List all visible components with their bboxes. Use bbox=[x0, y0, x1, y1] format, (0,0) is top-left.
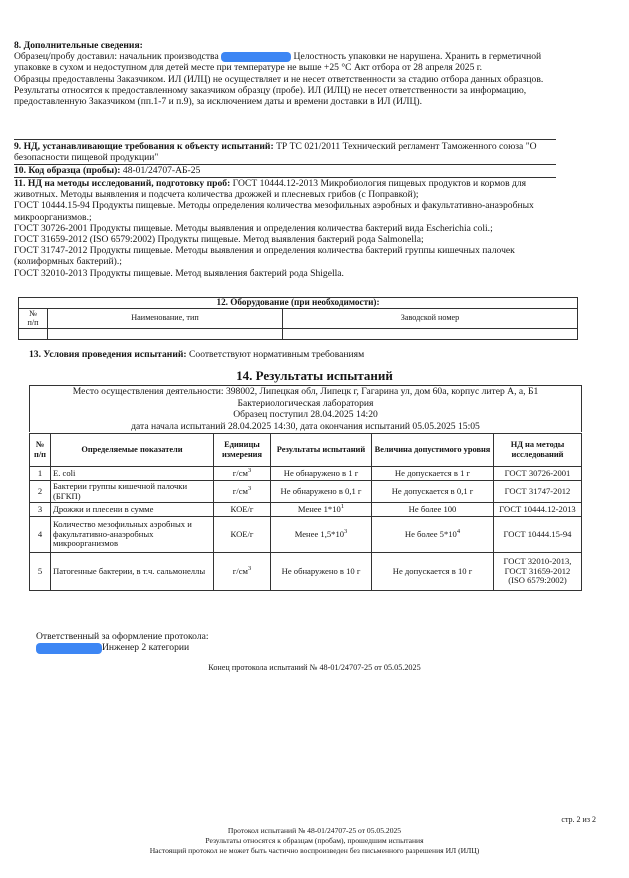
row-num: 1 bbox=[30, 467, 51, 481]
col-num: № п/п bbox=[30, 434, 51, 467]
section-11 bbox=[14, 178, 556, 279]
footer-protocol: Протокол испытаний № 48-01/24707-25 от 05.05.2025 bbox=[227, 826, 402, 835]
method-gost-31659: ГОСТ 31659-2012 (ISO 6579:2002) Продукты пищевые. Метод выявления бактерий рода Salmonella; bbox=[14, 234, 424, 246]
section-12-heading: 12. Оборудование (при необходимости): bbox=[19, 298, 578, 309]
row-allowed: Не допускается в 10 г bbox=[372, 553, 494, 591]
results-table bbox=[29, 433, 582, 591]
method-gost-10444-12: ГОСТ 10444.12-2013 Микробиология пищевых продуктов и кормов для животных. Методы выявления и подсчета количества дрожжей и плесневых грибов (с Поправкой); bbox=[14, 178, 527, 201]
method-gost-30726: ГОСТ 30726-2001 Продукты пищевые. Методы выявления и определения количества бактерий вида Escherichia coli.; bbox=[14, 222, 493, 234]
result-row bbox=[30, 517, 582, 553]
section-13 bbox=[29, 349, 569, 360]
equipment-cell bbox=[19, 328, 48, 339]
sample-code: 48-01/24707-АБ-25 bbox=[122, 165, 201, 176]
section-10-heading: 10. Код образца (пробы): bbox=[14, 165, 121, 176]
row-num: 3 bbox=[30, 503, 51, 517]
row-parameter: E. coli bbox=[51, 467, 214, 481]
redacted-name bbox=[221, 52, 291, 62]
row-unit-exponent: 3 bbox=[247, 484, 252, 492]
row-allowed: Не допускается в 0,1 г bbox=[372, 481, 494, 503]
results-body bbox=[30, 467, 582, 591]
signer-role: Инженер 2 категории bbox=[102, 642, 190, 654]
result-row bbox=[30, 467, 582, 481]
col-result: Результаты испытаний bbox=[271, 434, 372, 467]
row-result: Менее $1,5*10^3$ bbox=[271, 517, 372, 553]
row-allowed: Не более $5*10^4$ bbox=[372, 517, 494, 553]
redacted-signer bbox=[36, 643, 102, 654]
section-8-text bbox=[14, 51, 556, 73]
divider bbox=[14, 139, 556, 140]
footer-results-note: Результаты относятся к образцам (пробам), прошедшим испытания bbox=[205, 836, 424, 845]
row-unit: $г/см^3$ bbox=[214, 553, 271, 591]
row-method: ГОСТ 30726-2001 bbox=[494, 467, 582, 481]
row-parameter: Дрожжи и плесени в сумме bbox=[51, 503, 214, 517]
row-unit: $г/см^3$ bbox=[214, 467, 271, 481]
row-unit: КОЕ/г bbox=[214, 517, 271, 553]
row-result-exponent: 1 bbox=[340, 502, 345, 510]
section-9 bbox=[14, 141, 556, 163]
equipment-cell bbox=[48, 328, 283, 339]
result-row bbox=[30, 503, 582, 517]
row-allowed-exponent: 4 bbox=[456, 527, 461, 535]
equipment-col-name: Наименование, тип bbox=[48, 308, 283, 328]
row-method: ГОСТ 10444.15-94 bbox=[494, 517, 582, 553]
equipment-table bbox=[18, 297, 578, 340]
lab-name: Бактериологическая лаборатория bbox=[237, 397, 374, 409]
row-parameter: Бактерии группы кишечной палочки (БГКП) bbox=[51, 481, 214, 503]
row-unit: $г/см^3$ bbox=[214, 481, 271, 503]
col-parameter: Определяемые показатели bbox=[51, 434, 214, 467]
row-num: 2 bbox=[30, 481, 51, 503]
method-gost-10444-15: ГОСТ 10444.15-94 Продукты пищевые. Методы определения количества мезофильных аэробных и факультативно-анаэробных микроорганизмов.; bbox=[14, 200, 534, 223]
footer bbox=[0, 826, 629, 856]
footer-copy-note: Настоящий протокол не может быть частично воспроизведен без письменного разрешения ИЛ (ИЛЦ) bbox=[149, 846, 480, 855]
method-gost-32010: ГОСТ 32010-2013 Продукты пищевые. Метод выявления бактерий рода Shigella. bbox=[14, 267, 344, 279]
section-9-heading: 9. НД, устанавливающие требования к объекту испытаний: bbox=[14, 141, 274, 152]
row-parameter: Количество мезофильных аэробных и факультативно-анаэробных микроорганизмов bbox=[51, 517, 214, 553]
end-note: Конец протокола испытаний № 48-01/24707-25 от 05.05.2025 bbox=[208, 663, 421, 672]
activity-place: Место осуществления деятельности: 398002, Липецкая обл, Липецк г, Гагарина ул, дом 60а, корпус литер А, а, Б1 bbox=[72, 386, 539, 397]
col-method: НД на методы исследований bbox=[494, 434, 582, 467]
row-unit-exponent: 3 bbox=[247, 466, 252, 474]
results-title: 14. Результаты испытаний bbox=[236, 368, 393, 383]
section-8-disclaimer: Образцы предоставлены Заказчиком. ИЛ (ИЛЦ) не осуществляет и не несет ответственности за стадию отбора данных образцов. Результаты относятся к предоставленному заказчиком образцу (пробе). ИЛ (ИЛЦ) не несет ответственности за информацию, предоставленную Заказчиком (пп.1-7 и п.9), за исключением даты и времени доставки в ИЛ (ИЛЦ). bbox=[14, 73, 544, 108]
results-info bbox=[29, 385, 582, 432]
equipment-col-num: № п/п bbox=[19, 308, 48, 328]
section-8-delivered: Образец/пробу доставил: начальник производства bbox=[14, 51, 219, 63]
signature-line bbox=[36, 642, 436, 653]
section-10 bbox=[14, 165, 556, 176]
page-number: стр. 2 из 2 bbox=[561, 815, 596, 824]
row-method: ГОСТ 31747-2012 bbox=[494, 481, 582, 503]
row-unit: КОЕ/г bbox=[214, 503, 271, 517]
row-method: ГОСТ 10444.12-2013 bbox=[494, 503, 582, 517]
row-num: 4 bbox=[30, 517, 51, 553]
row-num: 5 bbox=[30, 553, 51, 591]
row-allowed: Не более 100 bbox=[372, 503, 494, 517]
row-result: Не обнаружено в 1 г bbox=[271, 467, 372, 481]
equipment-cell bbox=[283, 328, 578, 339]
equipment-col-serial: Заводской номер bbox=[283, 308, 578, 328]
row-result-exponent: 3 bbox=[344, 527, 348, 535]
col-allowed: Величина допустимого уровня bbox=[372, 434, 494, 467]
sample-received: Образец поступил 28.04.2025 14:20 bbox=[233, 409, 378, 420]
test-conditions: Соответствуют нормативным требованиям bbox=[189, 349, 365, 360]
col-unit: Единицы измерения bbox=[214, 434, 271, 467]
method-gost-31747: ГОСТ 31747-2012 Продукты пищевые. Методы выявления и определения количества бактерий группы кишечных палочек (колиформных бактерий).; bbox=[14, 245, 515, 268]
signature-label: Ответственный за оформление протокола: bbox=[36, 631, 209, 642]
section-8-heading: 8. Дополнительные сведения: bbox=[14, 40, 143, 51]
test-dates: дата начала испытаний 28.04.2025 14:30, дата окончания испытаний 05.05.2025 15:05 bbox=[131, 420, 480, 432]
signature-block bbox=[36, 631, 436, 654]
results-table-wrap bbox=[29, 433, 582, 591]
result-row bbox=[30, 481, 582, 503]
section-8-storage: Целостность упаковки не нарушена. Хранить в герметичной упаковке в сухом и недоступном для детей месте при температуре не выше +25 °С Акт отбора от 28 апреля 2025 г. bbox=[14, 51, 542, 74]
row-result: Не обнаружено в 10 г bbox=[271, 553, 372, 591]
section-9-text: ТР ТС 021/2011 Технический регламент Таможенного союза "О безопасности пищевой продукции" bbox=[14, 141, 537, 164]
section-11-heading: 11. НД на методы исследований, подготовку проб: bbox=[14, 178, 231, 189]
section-13-heading: 13. Условия проведения испытаний: bbox=[29, 349, 187, 360]
row-result: Не обнаружено в 0,1 г bbox=[271, 481, 372, 503]
section-8 bbox=[14, 40, 556, 107]
section-12 bbox=[18, 297, 578, 340]
row-parameter: Патогенные бактерии, в т.ч. сальмонеллы bbox=[51, 553, 214, 591]
row-unit-exponent: 3 bbox=[247, 564, 252, 572]
row-method: ГОСТ 32010-2013, ГОСТ 31659-2012 (ISO 6579:2002) bbox=[494, 553, 582, 591]
row-result: Менее $1*10^1$ bbox=[271, 503, 372, 517]
row-allowed: Не допускается в 1 г bbox=[372, 467, 494, 481]
result-row bbox=[30, 553, 582, 591]
